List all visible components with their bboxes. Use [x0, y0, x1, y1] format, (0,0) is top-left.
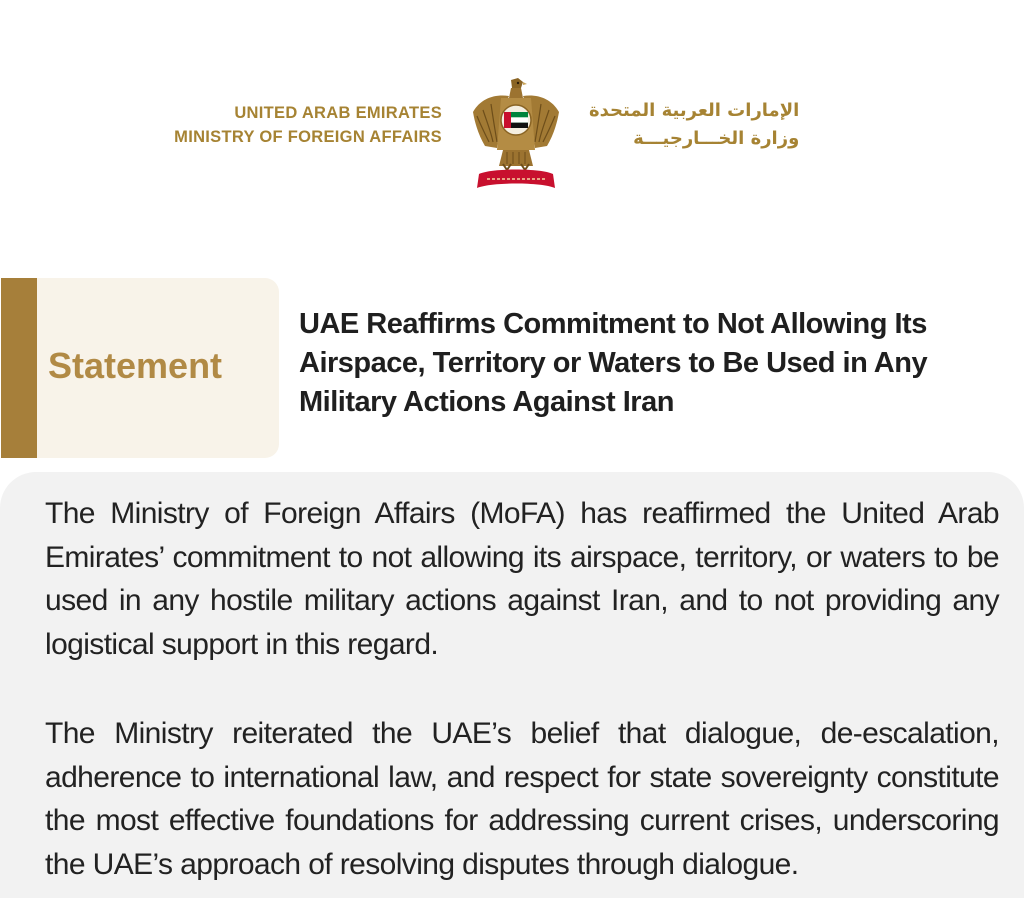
ministry-name-english-line: MINISTRY OF FOREIGN AFFAIRS	[174, 128, 442, 146]
country-name-arabic: الإمارات العربية المتحدة	[589, 100, 800, 121]
country-name-english: UNITED ARAB EMIRATES	[234, 104, 442, 122]
statement-label: Statement	[48, 345, 223, 386]
ministry-name-arabic-line: وزارة الخـــارجيـــة	[633, 128, 800, 149]
body-paragraph-1: The Ministry of Foreign Affairs (MoFA) has reaffirmed the United Arab Emirates’ commitment to not allowing its airspace, territory, or waters to be used in any hostile military actions against Iran, and to not providing any logistical support in this regard.	[45, 497, 999, 661]
body-paragraph-2: The Ministry reiterated the UAE’s belief that dialogue, de-escalation, adherence to international law, and respect for state sovereignty constitute the most effective foundations for addressing current crises, underscoring the UAE’s approach of resolving disputes through dialogue.	[45, 717, 999, 881]
statement-headline: UAE Reaffirms Commitment to Not Allowing Its Airspace, Territory or Waters to Be Used in Any Military Actions Against Iran	[299, 308, 928, 418]
ministry-name-arabic	[589, 97, 799, 153]
uae-falcon-emblem-icon	[471, 76, 561, 194]
statement-accent-bar	[1, 278, 37, 458]
ministry-name-english	[174, 101, 442, 149]
